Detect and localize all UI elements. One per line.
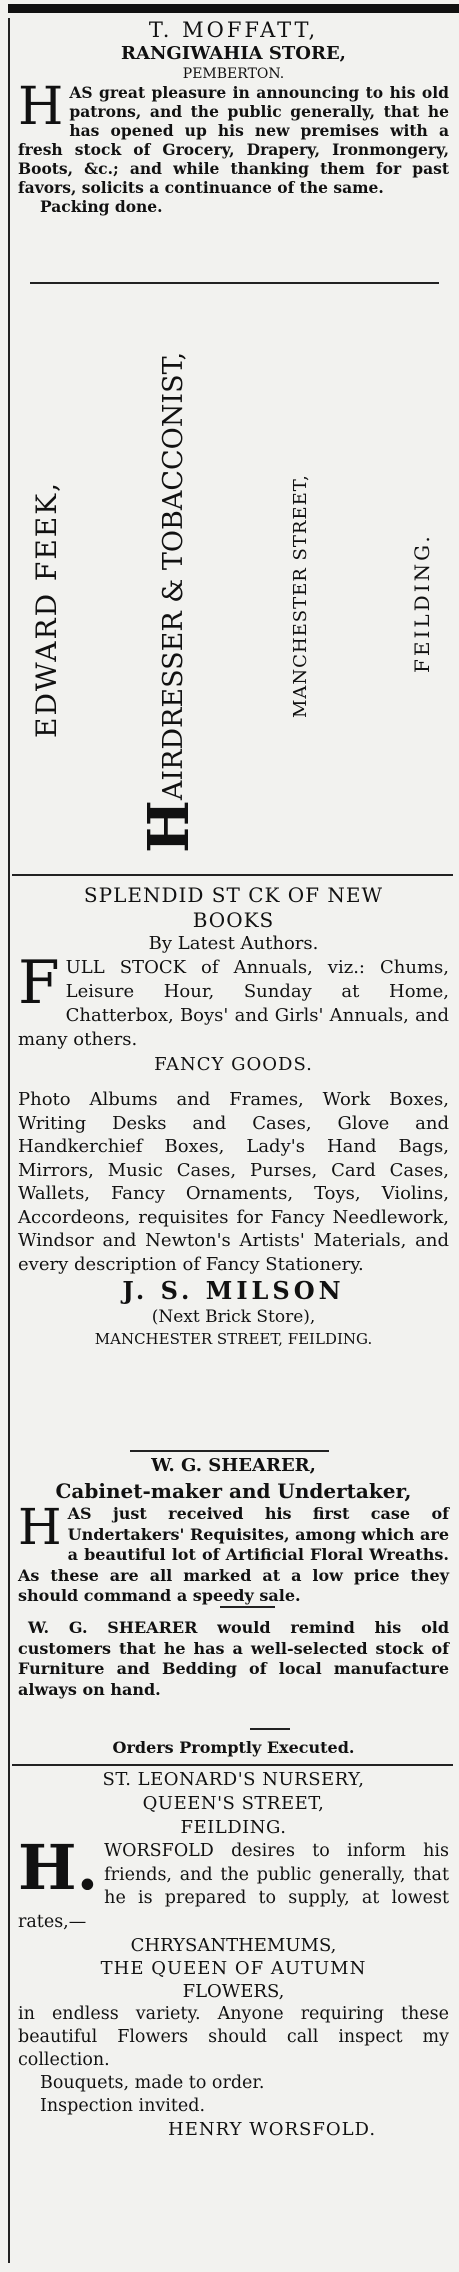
feek-town: FEILDING. bbox=[410, 533, 434, 673]
milson-subheading: By Latest Authors. bbox=[148, 933, 319, 954]
top-border bbox=[8, 4, 459, 13]
moffatt-dropcap: H bbox=[18, 77, 64, 137]
moffatt-store: RANGIWAHIA STORE, bbox=[121, 43, 346, 64]
milson-dropcap: F bbox=[18, 948, 60, 1018]
feek-advert bbox=[18, 288, 449, 874]
shearer-footer: Orders Promptly Executed. bbox=[112, 1738, 355, 1757]
moffatt-body: H AS great pleasure in announcing to his old patrons, and the public generally, that he has opened up his new premises with a fresh stock of Grocery, Drapery, Ironmongery, Boots, &c.; and while thanking them for past favors, solicits a continuance of the same. bbox=[18, 77, 449, 197]
milson-heading-2: BOOKS bbox=[192, 908, 275, 932]
feek-street: MANCHESTER STREET, bbox=[290, 474, 311, 718]
rule-5 bbox=[250, 1728, 290, 1730]
moffatt-place: PEMBERTON. bbox=[182, 66, 285, 82]
worsfold-body-2: in endless variety. Anyone requiring these beautiful Flowers should call inspect my collection. bbox=[18, 2004, 449, 2070]
milson-advert bbox=[18, 882, 449, 1350]
worsfold-product-1: CHRYSANTHEMUMS, bbox=[130, 1935, 337, 1956]
shearer-body: H AS just received his first case of Undertakers' Requisites, among which are a beautiful lot of Artificial Floral Wreaths. As these are all marked at a low price they should command a speedy sale. bbox=[18, 1498, 449, 1605]
worsfold-product-3: FLOWERS, bbox=[182, 1981, 285, 2002]
rule-1 bbox=[30, 282, 439, 284]
milson-goods-list: Photo Albums and Frames, Work Boxes, Writing Desks and Cases, Glove and Handkerchief Boxes, Lady's Hand Bags, Mirrors, Music Cases, Purses, Card Cases, Wallets, Fancy Ornaments, Toys, Violins, Accordeons, requisites for Fancy Needlework, Windsor and Newton's Artists' Materials, and every description of Fancy Stationery. bbox=[18, 1089, 449, 1275]
milson-fancy-goods: FANCY GOODS. bbox=[154, 1054, 313, 1075]
rule-3 bbox=[130, 1450, 329, 1452]
shearer-name: W. G. SHEARER, bbox=[151, 1455, 316, 1476]
rule-4 bbox=[220, 1606, 275, 1608]
shearer-reminder: W. G. SHEARER would remind his old customers that he has a well-selected stock of Furniture and Bedding of local manufacture always on hand. bbox=[18, 1618, 449, 1699]
shearer-dropcap: H bbox=[18, 1498, 62, 1556]
worsfold-line-2: Inspection invited. bbox=[40, 2096, 206, 2116]
milson-street: MANCHESTER STREET, FEILDING. bbox=[94, 1330, 373, 1348]
worsfold-heading-3: FEILDING. bbox=[180, 1817, 287, 1838]
feek-trade: HAIRDRESSER & TOBACCONIST, bbox=[136, 351, 202, 853]
moffatt-footer: Packing done. bbox=[40, 197, 163, 216]
worsfold-dropcap: H. bbox=[18, 1831, 99, 1904]
feek-name: EDWARD FEEK, bbox=[30, 480, 63, 738]
column-rule bbox=[8, 18, 10, 2263]
worsfold-line-1: Bouquets, made to order. bbox=[40, 2073, 265, 2093]
worsfold-heading-2: QUEEN'S STREET, bbox=[142, 1793, 325, 1814]
moffatt-name: T. MOFFATT, bbox=[148, 18, 319, 42]
feek-trade-initial: H bbox=[136, 800, 202, 853]
rule-2 bbox=[12, 874, 453, 876]
shearer-advert bbox=[18, 1454, 449, 1607]
worsfold-advert bbox=[18, 1768, 449, 2142]
milson-heading-1: SPLENDID ST CK OF NEW bbox=[83, 883, 384, 907]
shearer-reminder-block bbox=[18, 1618, 449, 1700]
milson-location: (Next Brick Store), bbox=[151, 1307, 316, 1327]
moffatt-advert bbox=[18, 18, 449, 217]
milson-name: J. S. MILSON bbox=[122, 1276, 345, 1305]
worsfold-product-2: THE QUEEN OF AUTUMN bbox=[100, 1958, 367, 1979]
rule-6 bbox=[12, 1764, 453, 1766]
milson-stock-intro: F ULL STOCK of Annuals, viz.: Chums, Leisure Hour, Sunday at Home, Chatterbox, Boys' and Girls' Annuals, and many others. bbox=[18, 948, 449, 1050]
shearer-trade: Cabinet-maker and Undertaker, bbox=[55, 1479, 412, 1503]
worsfold-body: H. WORSFOLD desires to inform his friends, and the public generally, that he is prepared to supply, at lowest rates,— bbox=[18, 1831, 449, 1932]
worsfold-signature: HENRY WORSFOLD. bbox=[168, 2119, 377, 2140]
worsfold-heading-1: ST. LEONARD'S NURSERY, bbox=[102, 1769, 365, 1790]
